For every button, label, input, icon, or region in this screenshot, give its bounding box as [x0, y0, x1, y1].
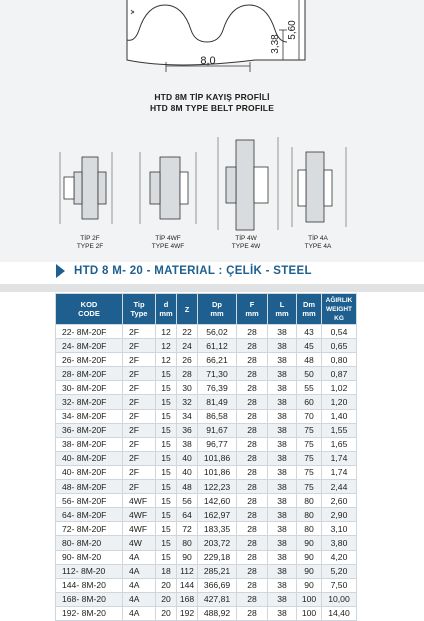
table-cell: 72- 8M-20F	[56, 522, 123, 536]
table-cell: 28	[237, 381, 268, 395]
table-cell: 61,12	[198, 339, 237, 353]
table-cell: 81,49	[198, 395, 237, 409]
table-cell: 20	[156, 592, 177, 606]
type-4a-tr: TİP 4A	[308, 235, 328, 242]
table-row	[56, 480, 357, 494]
table-cell: 28	[237, 606, 268, 620]
table-cell: 15	[156, 395, 177, 409]
table-row	[56, 423, 357, 437]
table-cell: 2F	[123, 339, 156, 353]
table-cell: 32	[177, 395, 198, 409]
type-4wf-label	[138, 235, 198, 251]
table-cell: 72	[177, 522, 198, 536]
table-cell: 15	[156, 465, 177, 479]
table-cell: 4A	[123, 592, 156, 606]
table-cell: 28	[237, 465, 268, 479]
type-2f-en: TYPE 2F	[76, 243, 104, 250]
dim-width-label: 8,0	[200, 55, 216, 67]
table-cell: 15	[156, 409, 177, 423]
belt-outline	[127, 0, 305, 65]
table-cell: 15	[156, 550, 177, 564]
table-cell: 28- 8M-20F	[56, 367, 123, 381]
table-cell: 64	[177, 508, 198, 522]
table-cell: 2F	[123, 325, 156, 339]
table-row	[56, 522, 357, 536]
table-cell: 38- 8M-20F	[56, 437, 123, 451]
table-cell: 86,58	[198, 409, 237, 423]
table-cell: 2F	[123, 367, 156, 381]
table-cell: 4WF	[123, 522, 156, 536]
table-cell: 2F	[123, 409, 156, 423]
table-cell: 80- 8M-20	[56, 536, 123, 550]
col-dm: Dm mm	[297, 294, 322, 325]
table-cell: 15	[156, 381, 177, 395]
table-cell: 55	[297, 381, 322, 395]
pulley-types	[0, 132, 424, 262]
table-cell: 15	[156, 367, 177, 381]
table-cell: 203,72	[198, 536, 237, 550]
table-cell: 101,86	[198, 465, 237, 479]
type-2f-tr: TİP 2F	[80, 235, 100, 242]
table-cell: 40	[177, 465, 198, 479]
table-cell: 142,60	[198, 494, 237, 508]
table-cell: 28	[237, 325, 268, 339]
table-cell: 38	[268, 423, 297, 437]
table-cell: 38	[268, 339, 297, 353]
table-cell: 192- 8M-20	[56, 606, 123, 620]
table-cell: 1,40	[322, 409, 357, 423]
table-cell: 38	[268, 606, 297, 620]
table-cell: 4WF	[123, 494, 156, 508]
table-cell: 90	[297, 564, 322, 578]
table-cell: 75	[297, 465, 322, 479]
table-cell: 40- 8M-20F	[56, 451, 123, 465]
table-cell: 28	[177, 367, 198, 381]
table-cell: 2F	[123, 353, 156, 367]
table-cell: 0,80	[322, 353, 357, 367]
type-4wf-en: TYPE 4WF	[151, 243, 185, 250]
table-cell: 427,81	[198, 592, 237, 606]
table-row	[56, 564, 357, 578]
col-f: F mm	[237, 294, 268, 325]
table-cell: 28	[237, 451, 268, 465]
table-cell: 22	[177, 325, 198, 339]
table-cell: 0,65	[322, 339, 357, 353]
table-cell: 50	[297, 367, 322, 381]
table-cell: 30- 8M-20F	[56, 381, 123, 395]
table-cell: 28	[237, 423, 268, 437]
table-cell: 96,77	[198, 437, 237, 451]
table-row	[56, 451, 357, 465]
table-cell: 144- 8M-20	[56, 578, 123, 592]
table-cell: 4A	[123, 578, 156, 592]
table-cell: 7,50	[322, 578, 357, 592]
table-cell: 76,39	[198, 381, 237, 395]
table-row	[56, 353, 357, 367]
table-cell: 488,92	[198, 606, 237, 620]
table-cell: 56- 8M-20F	[56, 494, 123, 508]
profile-title-en: HTD 8M TYPE BELT PROFILE	[149, 103, 275, 113]
table-row	[56, 437, 357, 451]
table-cell: 38	[268, 381, 297, 395]
table-cell: 1,74	[322, 465, 357, 479]
table-cell: 15	[156, 522, 177, 536]
table-cell: 162,97	[198, 508, 237, 522]
table-cell: 36- 8M-20F	[56, 423, 123, 437]
table-cell: 285,21	[198, 564, 237, 578]
table-cell: 28	[237, 367, 268, 381]
table-cell: 14,40	[322, 606, 357, 620]
table-cell: 70	[297, 409, 322, 423]
table-cell: 24	[177, 339, 198, 353]
dim-tooth-label: 3,38	[270, 34, 281, 54]
table-cell: 12	[156, 325, 177, 339]
table-cell: 1,55	[322, 423, 357, 437]
table-cell: 28	[237, 564, 268, 578]
table-cell: 144	[177, 578, 198, 592]
table-cell: 38	[268, 508, 297, 522]
table-cell: 28	[237, 353, 268, 367]
table-cell: 28	[237, 395, 268, 409]
dim-total-label: 5,60	[287, 20, 298, 40]
table-cell: 30	[177, 381, 198, 395]
table-cell: 75	[297, 437, 322, 451]
table-cell: 28	[237, 508, 268, 522]
table-cell: 56,02	[198, 325, 237, 339]
table-cell: 43	[297, 325, 322, 339]
table-cell: 5,20	[322, 564, 357, 578]
table-cell: 38	[268, 409, 297, 423]
table-row	[56, 508, 357, 522]
table-cell: 80	[177, 536, 198, 550]
table-cell: 20	[156, 606, 177, 620]
table-cell: 12	[156, 339, 177, 353]
table-cell: 112	[177, 564, 198, 578]
table-cell: 28	[237, 437, 268, 451]
table-cell: 28	[237, 592, 268, 606]
table-cell: 48	[297, 353, 322, 367]
table-cell: 80	[297, 494, 322, 508]
type-2f-label	[60, 235, 120, 251]
table-cell: 32- 8M-20F	[56, 395, 123, 409]
col-weight: AĞIRLIK WEIGHT KG	[322, 294, 357, 325]
table-cell: 90	[177, 550, 198, 564]
table-cell: 15	[156, 536, 177, 550]
table-cell: 15	[156, 480, 177, 494]
table-cell: 28	[237, 480, 268, 494]
col-d: d mm	[156, 294, 177, 325]
table-row	[56, 325, 357, 339]
table-cell: 80	[297, 508, 322, 522]
table-cell: 3,80	[322, 536, 357, 550]
table-cell: 90	[297, 578, 322, 592]
table-cell: 71,30	[198, 367, 237, 381]
table-cell: 2F	[123, 423, 156, 437]
table-cell: 2F	[123, 437, 156, 451]
table-cell: 192	[177, 606, 198, 620]
table-cell: 38	[268, 494, 297, 508]
table-cell: 28	[237, 494, 268, 508]
type-4wf-tr: TİP 4WF	[155, 235, 181, 242]
table-cell: 38	[268, 395, 297, 409]
table-cell: 4A	[123, 550, 156, 564]
table-cell: 15	[156, 508, 177, 522]
table-cell: 38	[268, 465, 297, 479]
table-cell: 38	[268, 437, 297, 451]
table-cell: 3,10	[322, 522, 357, 536]
table-cell: 48- 8M-20F	[56, 480, 123, 494]
table-cell: 4A	[123, 564, 156, 578]
table-cell: 2F	[123, 465, 156, 479]
table-cell: 26	[177, 353, 198, 367]
arrow-right-icon	[56, 264, 65, 278]
table-cell: 0,87	[322, 367, 357, 381]
table-cell: 34	[177, 409, 198, 423]
table-cell: 38	[268, 353, 297, 367]
table-cell: 4W	[123, 536, 156, 550]
col-code: KOD CODE	[56, 294, 123, 325]
table-cell: 15	[156, 437, 177, 451]
table-cell: 100	[297, 606, 322, 620]
table-row	[56, 395, 357, 409]
table-cell: 4,20	[322, 550, 357, 564]
table-cell: 12	[156, 353, 177, 367]
table-cell: 40- 8M-20F	[56, 465, 123, 479]
table-row	[56, 606, 357, 620]
table-cell: 38	[268, 536, 297, 550]
table-cell: 101,86	[198, 451, 237, 465]
table-header-row	[56, 294, 357, 325]
table-cell: 91,67	[198, 423, 237, 437]
table-cell: 15	[156, 494, 177, 508]
table-cell: 38	[268, 592, 297, 606]
table-cell: 366,69	[198, 578, 237, 592]
table-cell: 36	[177, 423, 198, 437]
table-cell: 168	[177, 592, 198, 606]
table-cell: 64- 8M-20F	[56, 508, 123, 522]
table-cell: 1,74	[322, 451, 357, 465]
table-cell: 2F	[123, 395, 156, 409]
table-cell: 45	[297, 339, 322, 353]
table-cell: 22- 8M-20F	[56, 325, 123, 339]
spec-table	[55, 293, 357, 621]
table-cell: 38	[268, 480, 297, 494]
table-cell: 90- 8M-20	[56, 550, 123, 564]
type-4w-label	[216, 235, 276, 251]
table-cell: 4WF	[123, 508, 156, 522]
table-cell: 183,35	[198, 522, 237, 536]
profile-title-tr: HTD 8M TİP KAYIŞ PROFİLİ	[154, 92, 270, 102]
table-cell: 60	[297, 395, 322, 409]
belt-profile-drawing	[125, 0, 315, 90]
type-4w-tr: TİP 4W	[235, 235, 257, 242]
table-cell: 38	[268, 578, 297, 592]
table-cell: 56	[177, 494, 198, 508]
table-cell: 2F	[123, 381, 156, 395]
table-cell: 75	[297, 423, 322, 437]
table-cell: 38	[268, 451, 297, 465]
table-cell: 2F	[123, 451, 156, 465]
table-cell: 1,02	[322, 381, 357, 395]
type-4a-label	[288, 235, 348, 251]
table-cell: 80	[297, 522, 322, 536]
table-row	[56, 367, 357, 381]
table-row	[56, 550, 357, 564]
table-row	[56, 494, 357, 508]
table-cell: 229,18	[198, 550, 237, 564]
table-row	[56, 592, 357, 606]
table-cell: 28	[237, 409, 268, 423]
table-cell: 15	[156, 423, 177, 437]
table-row	[56, 536, 357, 550]
table-cell: 38	[268, 564, 297, 578]
table-row	[56, 339, 357, 353]
table-cell: 2F	[123, 480, 156, 494]
table-row	[56, 465, 357, 479]
table-cell: 122,23	[198, 480, 237, 494]
table-cell: 2,44	[322, 480, 357, 494]
table-cell: 2,90	[322, 508, 357, 522]
table-row	[56, 381, 357, 395]
table-cell: 26- 8M-20F	[56, 353, 123, 367]
table-cell: 38	[268, 325, 297, 339]
section-header	[56, 262, 366, 280]
table-cell: 38	[268, 550, 297, 564]
table-cell: 100	[297, 592, 322, 606]
table-cell: 0,54	[322, 325, 357, 339]
table-cell: 4A	[123, 606, 156, 620]
table-cell: 28	[237, 522, 268, 536]
type-4w-en: TYPE 4W	[231, 243, 261, 250]
type-4a-en: TYPE 4A	[304, 243, 332, 250]
table-cell: 28	[237, 578, 268, 592]
table-cell: 10,00	[322, 592, 357, 606]
table-cell: 90	[297, 536, 322, 550]
table-cell: 15	[156, 451, 177, 465]
table-cell: 28	[237, 550, 268, 564]
table-cell: 1,65	[322, 437, 357, 451]
table-cell: 24- 8M-20F	[56, 339, 123, 353]
col-z: Z	[177, 294, 198, 325]
col-type: Tip Type	[123, 294, 156, 325]
table-cell: 38	[268, 367, 297, 381]
table-cell: 38	[177, 437, 198, 451]
table-row	[56, 578, 357, 592]
pulley-types-drawing	[0, 132, 424, 232]
table-cell: 28	[237, 339, 268, 353]
table-cell: 28	[237, 536, 268, 550]
table-cell: 34- 8M-20F	[56, 409, 123, 423]
table-cell: 18	[156, 564, 177, 578]
table-row	[56, 409, 357, 423]
table-cell: 40	[177, 451, 198, 465]
col-l: L mm	[268, 294, 297, 325]
col-dp: Dp mm	[198, 294, 237, 325]
divider	[0, 284, 424, 292]
table-cell: 90	[297, 550, 322, 564]
table-cell: 66,21	[198, 353, 237, 367]
table-cell: 1,20	[322, 395, 357, 409]
table-cell: 168- 8M-20	[56, 592, 123, 606]
table-cell: 112- 8M-20	[56, 564, 123, 578]
table-cell: 75	[297, 451, 322, 465]
table-cell: 48	[177, 480, 198, 494]
table-cell: 38	[268, 522, 297, 536]
table-cell: 20	[156, 578, 177, 592]
section-title: HTD 8 M- 20 - MATERIAL : ÇELİK - STEEL	[74, 265, 312, 277]
table-cell: 2,60	[322, 494, 357, 508]
table-cell: 75	[297, 480, 322, 494]
